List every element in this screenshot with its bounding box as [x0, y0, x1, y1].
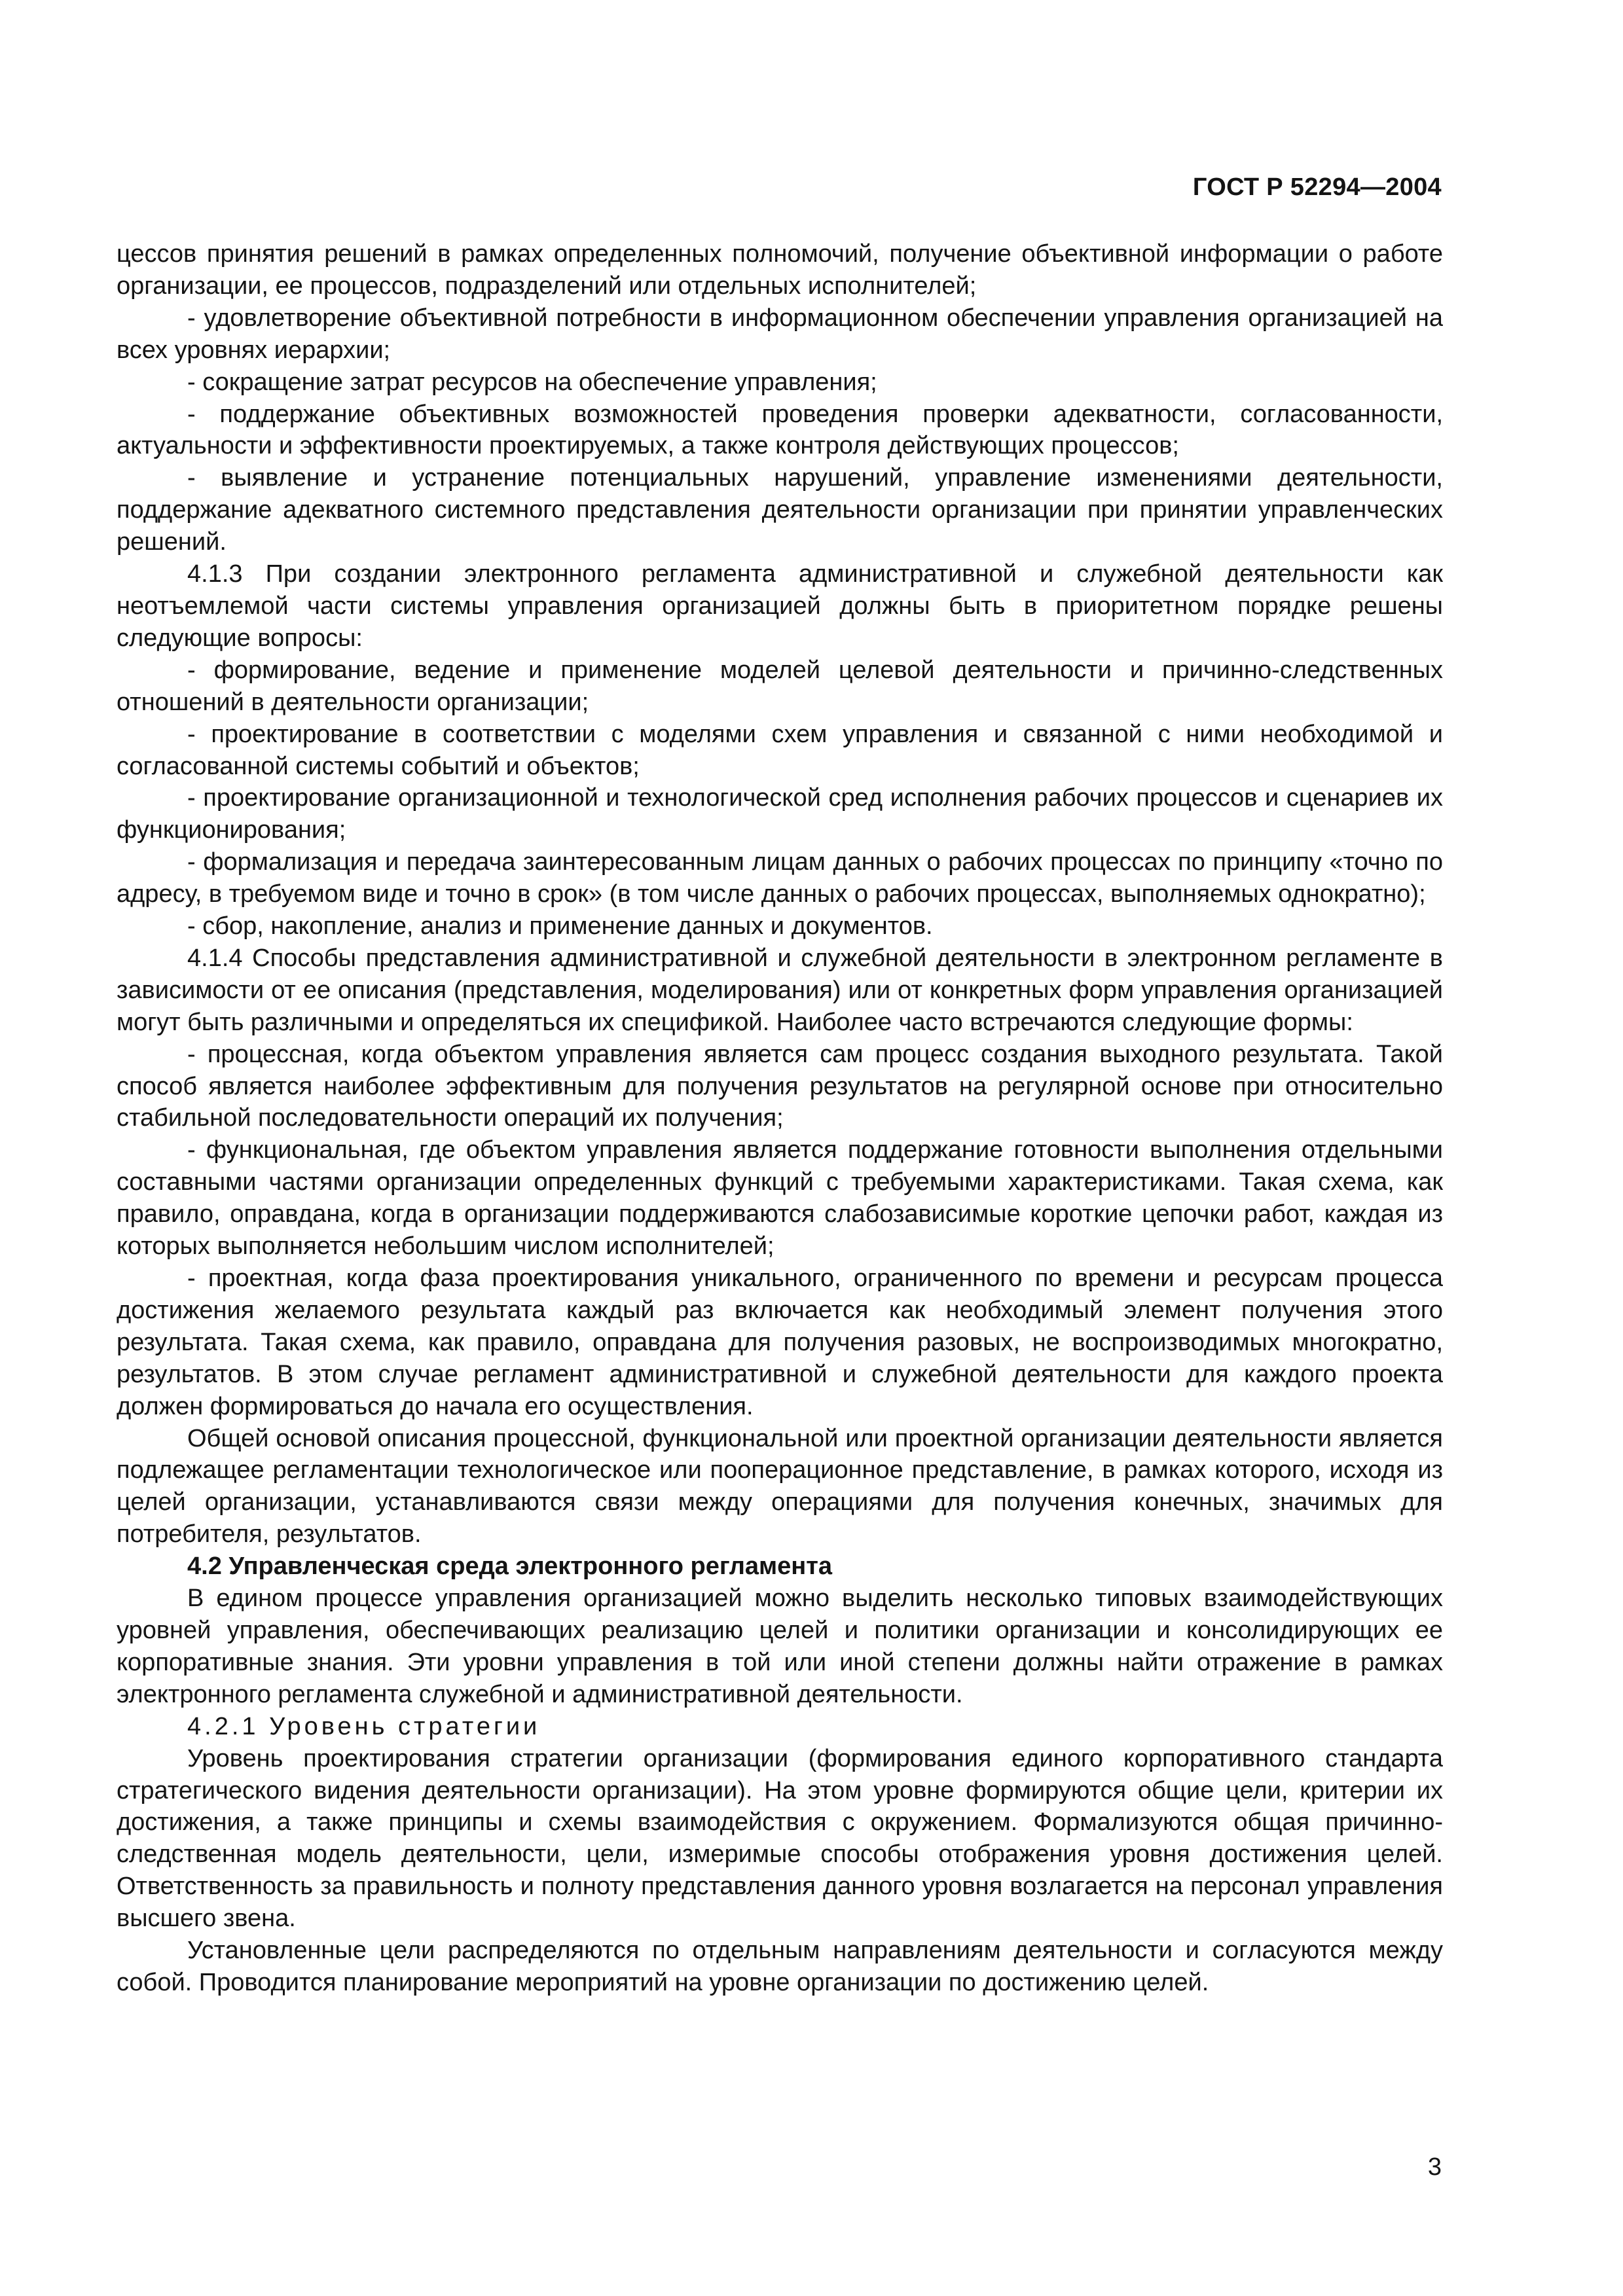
list-item: - проектирование организационной и технологической сред исполнения рабочих процессов и сценариев их функционирования;: [117, 784, 1443, 844]
list-item: - формализация и передача заинтересованным лицам данных о рабочих процессах по принципу «точно по адресу, в требуемом виде и точно в срок» (в том числе данных о рабочих процессах, выполняемых однократно);: [117, 848, 1443, 908]
paragraph: Общей основой описания процессной, функциональной или проектной организации деятельности является подлежащее регламентации технологическое или пооперационное представление, в рамках которого, исходя из целей организации, устанавливаются связи между операциями для получения конечных, значимых для потребителя, результатов.: [117, 1424, 1443, 1549]
document-id-header: ГОСТ Р 52294—2004: [1192, 173, 1442, 201]
list-item: - проектная, когда фаза проектирования уникального, ограниченного по времени и ресурсам процесса достижения желаемого результата каждый раз включается как необходимый элемент получения этого результата. Такая схема, как правило, оправдана для получения разовых, не воспроизводимых многократно, результатов. В этом случае регламент административной и служебной деятельности для каждого проекта должен формироваться до начала его осуществления.: [117, 1265, 1443, 1420]
paragraph: цессов принятия решений в рамках определенных полномочий, получение объективной информации о работе организации, ее процессов, подразделений или отдельных исполнителей;: [117, 240, 1443, 300]
clause-4-1-3: 4.1.3 При создании электронного регламента административной и служебной деятельности как неотъемлемой части системы управления организацией должны быть в приоритетном порядке решены следующие вопросы:: [117, 560, 1443, 652]
paragraph: Уровень проектирования стратегии организации (формирования единого корпоративного стандарта стратегического видения деятельности организации). На этом уровне формируются общие цели, критерии их достижения, а также принципы и схемы взаимодействия с окружением. Формализуются общая причинно-следственная модель деятельности, цели, измеримые способы отображения уровня достижения целей. Ответственность за правильность и полноту представления данного уровня возлагается на персонал управления высшего звена.: [117, 1744, 1443, 1933]
list-item: - поддержание объективных возможностей проведения проверки адекватности, согласованности, актуальности и эффективности проектируемых, а также контроля действующих процессов;: [117, 400, 1443, 460]
paragraph: В едином процессе управления организацией можно выделить несколько типовых взаимодействующих уровней управления, обеспечивающих реализацию целей и политики организации и консолидирующих ее корпоративные знания. Эти уровни управления в той или иной степени должны найти отражение в рамках электронного регламента служебной и административной деятельности.: [117, 1585, 1443, 1708]
subsection-heading-4-2-1: 4.2.1 Уровень стратегии: [187, 1712, 541, 1740]
list-item: - сбор, накопление, анализ и применение данных и документов.: [187, 912, 933, 941]
document-body: [117, 238, 1443, 1999]
list-item: - удовлетворение объективной потребности в информационном обеспечении управления организацией на всех уровнях иерархии;: [117, 304, 1443, 364]
list-item: - выявление и устранение потенциальных нарушений, управление изменениями деятельности, поддержание адекватного системного представления деятельности организации при принятии управленческих решений.: [117, 464, 1443, 556]
section-heading-4-2: 4.2 Управленческая среда электронного регламента: [187, 1552, 832, 1581]
clause-4-1-4: 4.1.4 Способы представления административной и служебной деятельности в электронном регламенте в зависимости от ее описания (представления, моделирования) или от конкретных форм управления организацией могут быть различными и определяться их спецификой. Наиболее часто встречаются следующие формы:: [117, 944, 1443, 1036]
list-item: - проектирование в соответствии с моделями схем управления и связанной с ними необходимой и согласованной системы событий и объектов;: [117, 720, 1443, 780]
list-item: - процессная, когда объектом управления является сам процесс создания выходного результата. Такой способ является наиболее эффективным для получения результатов на регулярной основе при относительно стабильной последовательности операций их получения;: [117, 1040, 1443, 1132]
page-number: 3: [1427, 2153, 1442, 2181]
paragraph: Установленные цели распределяются по отдельным направлениям деятельности и согласуются между собой. Проводится планирование мероприятий на уровне организации по достижению целей.: [117, 1937, 1443, 1996]
list-item: - формирование, ведение и применение моделей целевой деятельности и причинно-следственных отношений в деятельности организации;: [117, 656, 1443, 716]
list-item: - сокращение затрат ресурсов на обеспечение управления;: [187, 368, 877, 396]
list-item: - функциональная, где объектом управления является поддержание готовности выполнения отдельными составными частями организации определенных функций с требуемыми характеристиками. Такая схема, как правило, оправдана, когда в организации поддерживаются слабозависимые короткие цепочки работ, каждая из которых выполняется небольшим числом исполнителей;: [117, 1136, 1443, 1261]
